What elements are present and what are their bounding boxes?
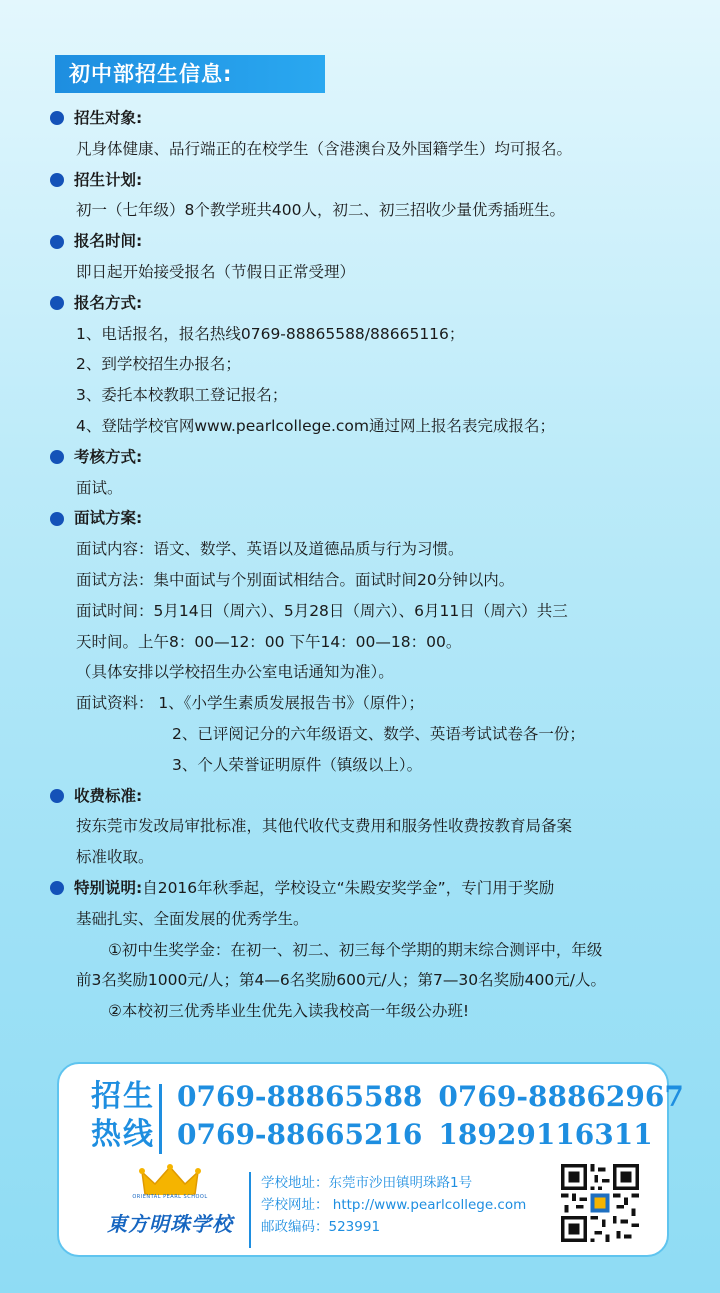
bullet-icon	[50, 235, 64, 249]
bullet-icon	[50, 512, 64, 526]
bullet-icon	[50, 789, 64, 803]
section-target-heading: 招生对象:	[50, 103, 690, 134]
scholarship-item: ②本校初三优秀毕业生优先入读我校高一年级公办班!	[108, 1002, 470, 1021]
enrollment-info	[50, 103, 690, 1027]
interview-note: （具体安排以学校招生办公室电话通知为准）。	[76, 663, 394, 682]
scholarship-item: ①初中生奖学金：在初一、初二、初三每个学期的期末综合测评中，年级	[108, 940, 603, 959]
hotline-label: 招生 热线	[91, 1079, 155, 1152]
phone-number[interactable]: 0769-88865588	[177, 1080, 423, 1113]
school-logo: ORIENTAL PEARL SCHOOL 東方明珠学校	[95, 1164, 245, 1244]
bullet-icon	[50, 296, 64, 310]
qr-code-icon[interactable]	[561, 1164, 639, 1242]
method-line: 1、电话报名，报名热线0769-88865588/88665116；	[76, 324, 465, 343]
special-inline: 自2016年秋季起，学校设立“朱殿安奖学金”，专门用于奖励	[142, 878, 555, 897]
time-line: 即日起开始接受报名（节假日正常受理）	[76, 262, 356, 281]
section-method-heading: 报名方式:	[50, 288, 690, 319]
interview-materials: 3、个人荣誉证明原件（镇级以上）。	[172, 755, 423, 774]
interview-time: 面试时间：5月14日（周六）、5月28日（周六）、6月11日（周六）共三	[76, 601, 568, 620]
fees-line: 标准收取。	[76, 848, 154, 867]
divider	[159, 1084, 162, 1154]
section-time-heading: 报名时间:	[50, 226, 690, 257]
bullet-icon	[50, 450, 64, 464]
page-title: 初中部招生信息:	[55, 55, 325, 93]
target-line: 凡身体健康、品行端正的在校学生（含港澳台及外国籍学生）均可报名。	[76, 139, 573, 158]
school-website[interactable]: 学校网址： http://www.pearlcollege.com	[261, 1197, 527, 1213]
phone-number[interactable]: 18929116311	[438, 1118, 653, 1151]
school-address: 学校地址：东莞市沙田镇明珠路1号	[261, 1175, 473, 1191]
bullet-icon	[50, 173, 64, 187]
school-name: 東方明珠学校	[107, 1212, 233, 1236]
interview-approach: 面试方法：集中面试与个别面试相结合。面试时间20分钟以内。	[76, 570, 515, 589]
postal-code: 邮政编码：523991	[261, 1219, 381, 1235]
crown-icon	[95, 1164, 245, 1198]
interview-content: 面试内容：语文、数学、英语以及道德品质与行为习惯。	[76, 540, 464, 559]
bullet-icon	[50, 881, 64, 895]
method-line: 3、委托本校教职工登记报名；	[76, 386, 288, 405]
bullet-icon	[50, 111, 64, 125]
phone-numbers	[177, 1078, 700, 1154]
interview-materials: 面试资料： 1、《小学生素质发展报告书》（原件）；	[76, 694, 425, 713]
contact-card	[57, 1062, 684, 1257]
special-line: 基础扎实、全面发展的优秀学生。	[76, 909, 309, 928]
interview-materials: 2、已评阅记分的六年级语文、数学、英语考试试卷各一份；	[172, 724, 585, 743]
contact-details	[261, 1172, 526, 1238]
scholarship-item: 前3名奖励1000元/人；第4—6名奖励600元/人；第7—30名奖励400元/人。	[76, 971, 606, 990]
method-line: 2、到学校招生办报名；	[76, 355, 241, 374]
section-assessment-heading: 考核方式:	[50, 442, 690, 473]
divider	[249, 1172, 251, 1248]
interview-time: 天时间。上午8：00—12：00 下午14：00—18：00。	[76, 632, 462, 651]
section-plan-heading: 招生计划:	[50, 165, 690, 196]
section-interview-heading: 面试方案:	[50, 503, 690, 534]
assessment-line: 面试。	[76, 478, 123, 497]
fees-line: 按东莞市发改局审批标准，其他代收代支费用和服务性收费按教育局备案	[76, 817, 573, 836]
plan-line: 初一（七年级）8个教学班共400人，初二、初三招收少量优秀插班生。	[76, 201, 565, 220]
method-line: 4、登陆学校官网www.pearlcollege.com通过网上报名表完成报名；	[76, 416, 556, 435]
section-fees-heading: 收费标准:	[50, 781, 690, 812]
section-special-heading: 特别说明: 自2016年秋季起，学校设立“朱殿安奖学金”，专门用于奖励	[50, 873, 690, 904]
phone-number[interactable]: 0769-88665216	[177, 1118, 423, 1151]
phone-number[interactable]: 0769-88862967	[438, 1080, 684, 1113]
